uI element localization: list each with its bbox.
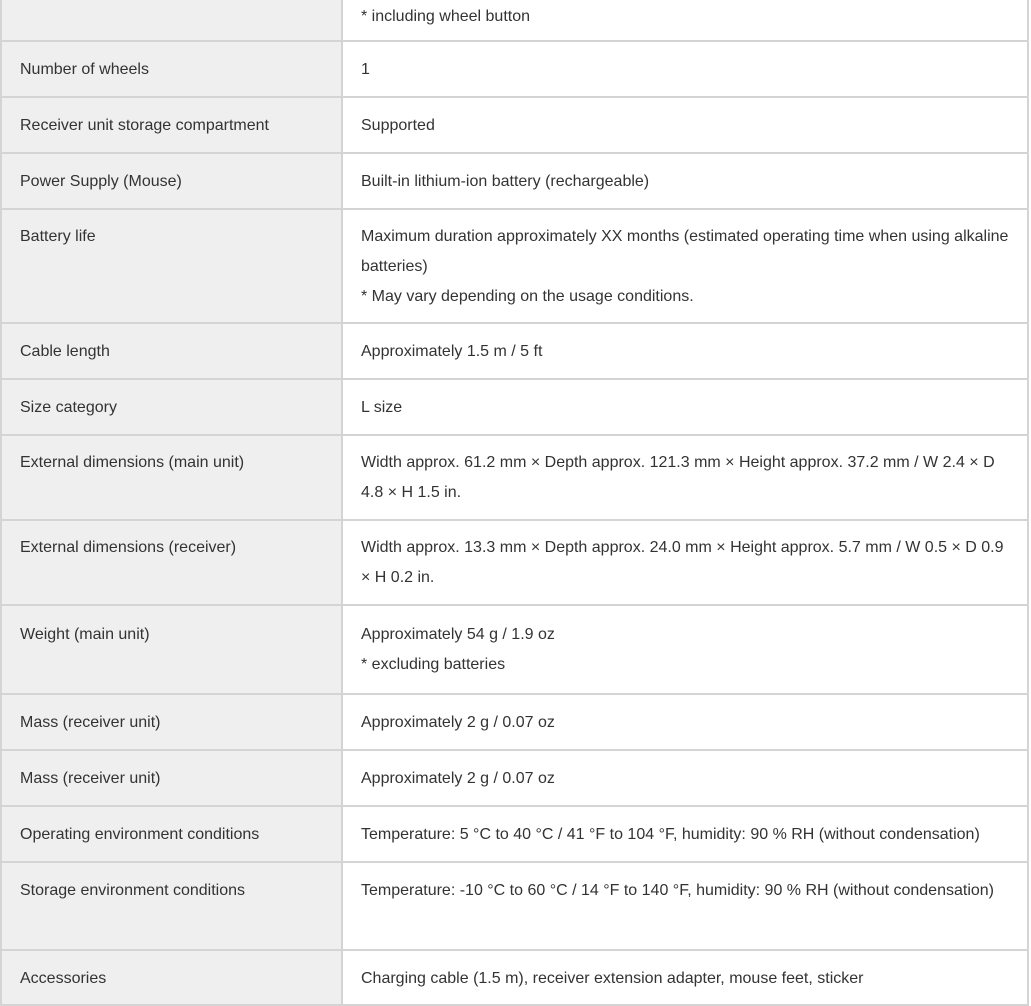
spec-value [342, 379, 1028, 435]
table-row [1, 379, 1028, 435]
spec-value-line: Temperature: -10 °C to 60 °C / 14 °F to 140 °F, humidity: 90 % RH (without condensation) [361, 882, 994, 899]
spec-label: Mass (receiver unit) [1, 750, 342, 806]
spec-value-line: Charging cable (1.5 m), receiver extension adapter, mouse feet, sticker [361, 970, 864, 987]
spec-value [342, 950, 1028, 1005]
spec-value [342, 520, 1028, 605]
table-row [1, 153, 1028, 209]
spec-value-line: Temperature: 5 °C to 40 °C / 41 °F to 104 °F, humidity: 90 % RH (without condensation) [361, 826, 980, 843]
spec-value-line: Approximately 2 g / 0.07 oz [361, 714, 555, 731]
spec-value-line: Supported [361, 117, 435, 134]
spec-label: Operating environment conditions [1, 806, 342, 862]
table-row [1, 209, 1028, 323]
table-row [1, 41, 1028, 97]
spec-value-line: Approximately 1.5 m / 5 ft [361, 343, 543, 360]
table-row [1, 950, 1028, 1005]
spec-value-note: * excluding batteries [361, 656, 506, 673]
spec-value [342, 694, 1028, 750]
spec-label [1, 0, 342, 41]
spec-value [342, 435, 1028, 520]
spec-label: Weight (main unit) [1, 605, 342, 694]
spec-value-line: Built-in lithium-ion battery (rechargeable) [361, 173, 650, 190]
table-row [1, 862, 1028, 950]
table-row [1, 97, 1028, 153]
table-row [1, 750, 1028, 806]
spec-value [342, 209, 1028, 323]
spec-value-line: * including wheel button [361, 8, 531, 25]
spec-value [342, 41, 1028, 97]
spec-value-note: * May vary depending on the usage conditions. [361, 288, 694, 305]
spec-value [342, 97, 1028, 153]
spec-value [342, 0, 1028, 41]
spec-label: Receiver unit storage compartment [1, 97, 342, 153]
spec-value [342, 862, 1028, 950]
spec-label: Accessories [1, 950, 342, 1005]
table-row [1, 435, 1028, 520]
spec-label: Number of wheels [1, 41, 342, 97]
table-row [1, 605, 1028, 694]
spec-value [342, 153, 1028, 209]
spec-value [342, 806, 1028, 862]
spec-value-line: Approximately 54 g / 1.9 oz [361, 626, 555, 643]
table-row [1, 694, 1028, 750]
spec-value-line: Width approx. 13.3 mm × Depth approx. 24.0 mm × Height approx. 5.7 mm / W 0.5 × D 0.9 × H 0.2 in. [361, 539, 1004, 586]
spec-label: Storage environment conditions [1, 862, 342, 950]
spec-value-line: Approximately 2 g / 0.07 oz [361, 770, 555, 787]
spec-value-line: 1 [361, 61, 370, 78]
spec-label: External dimensions (main unit) [1, 435, 342, 520]
table-row [1, 323, 1028, 379]
spec-label: External dimensions (receiver) [1, 520, 342, 605]
spec-label: Power Supply (Mouse) [1, 153, 342, 209]
spec-value-line: Width approx. 61.2 mm × Depth approx. 121.3 mm × Height approx. 37.2 mm / W 2.4 × D 4.8 × H 1.5 in. [361, 454, 995, 501]
spec-value [342, 323, 1028, 379]
table-row [1, 520, 1028, 605]
table-row [1, 0, 1028, 41]
spec-value [342, 750, 1028, 806]
spec-label: Mass (receiver unit) [1, 694, 342, 750]
spec-label: Battery life [1, 209, 342, 323]
spec-label: Cable length [1, 323, 342, 379]
table-row [1, 806, 1028, 862]
spec-value-line: Maximum duration approximately XX months (estimated operating time when using alkaline batteries) [361, 228, 1009, 275]
spec-label: Size category [1, 379, 342, 435]
spec-value-line: L size [361, 399, 403, 416]
spec-value [342, 605, 1028, 694]
